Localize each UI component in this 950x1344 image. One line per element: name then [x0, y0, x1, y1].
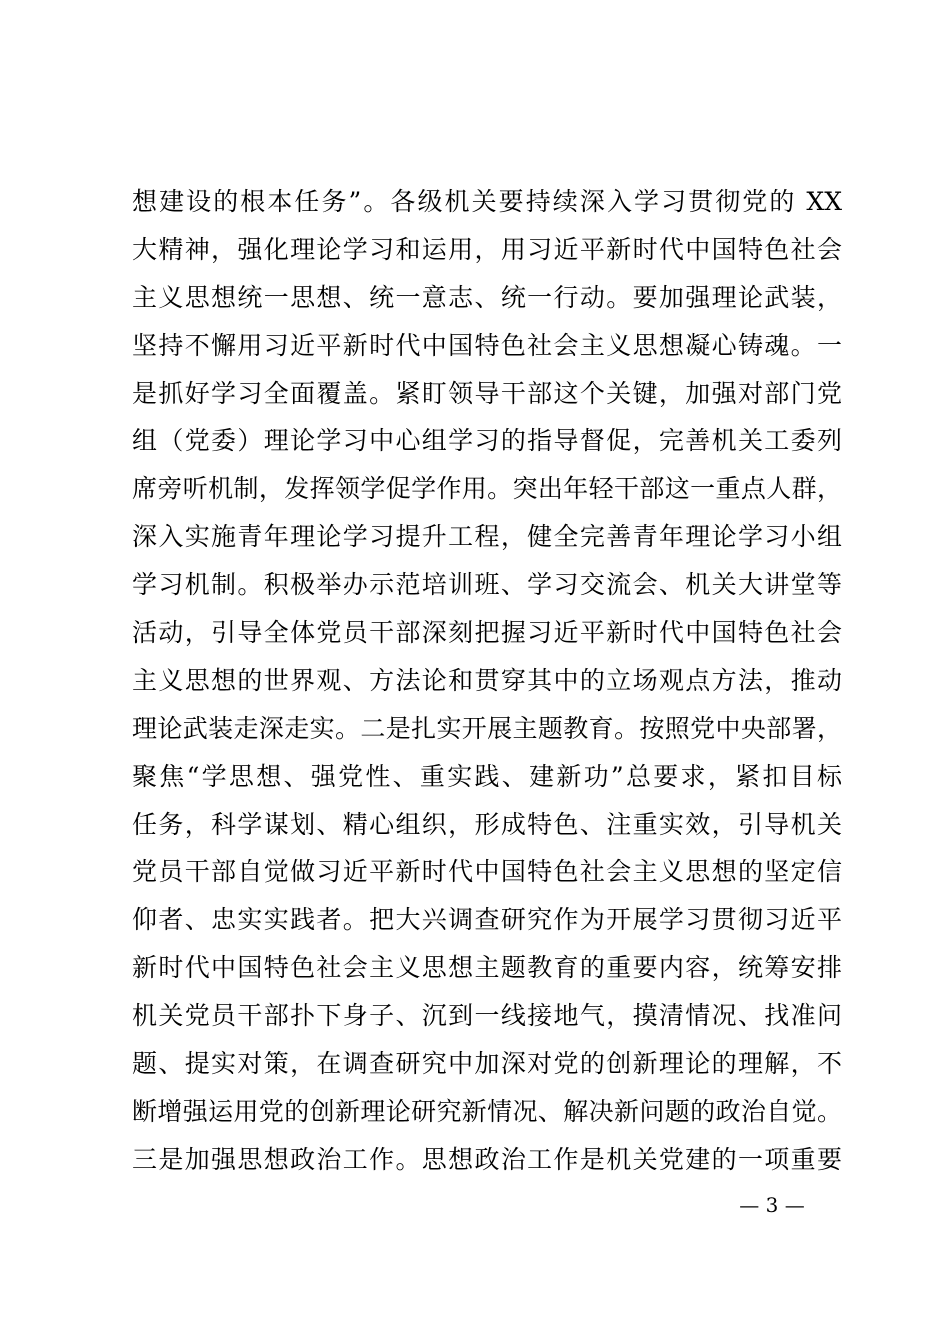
text-line: 是抓好学习全面覆盖。紧盯领导干部这个关键，加强对部门党: [132, 378, 842, 408]
text-line: 组（党委）理论学习中心组学习的指导督促，完善机关工委列: [132, 426, 842, 456]
text-line: 学习机制。积极举办示范培训班、学习交流会、机关大讲堂等: [132, 570, 842, 600]
text-line: 聚焦“学思想、强党性、重实践、建新功”总要求，紧扣目标: [132, 761, 842, 791]
text-line: 仰者、忠实实践者。把大兴调查研究作为开展学习贯彻习近平: [132, 905, 842, 935]
text-line: 大精神，强化理论学习和运用，用习近平新时代中国特色社会: [132, 234, 842, 264]
body-paragraph: [132, 178, 842, 1184]
text-line: 主义思想统一思想、统一意志、统一行动。要加强理论武装，: [132, 282, 842, 312]
text-line: 深入实施青年理论学习提升工程，健全完善青年理论学习小组: [132, 522, 842, 552]
page-number: — 3 —: [739, 1193, 805, 1217]
text-line: 三是加强思想政治工作。思想政治工作是机关党建的一项重要: [132, 1144, 842, 1174]
text-line: 席旁听机制，发挥领学促学作用。突出年轻干部这一重点人群，: [132, 474, 842, 504]
text-line: 机关党员干部扑下身子、沉到一线接地气，摸清情况、找准问: [132, 1001, 842, 1031]
text-line: 题、提实对策，在调查研究中加深对党的创新理论的理解，不: [132, 1049, 842, 1079]
text-line: 理论武装走深走实。二是扎实开展主题教育。按照党中央部署，: [132, 713, 842, 743]
text-line: 想建设的根本任务”。各级机关要持续深入学习贯彻党的 XX: [132, 187, 842, 216]
text-line: 断增强运用党的创新理论研究新情况、解决新问题的政治自觉。: [132, 1096, 842, 1126]
text-line: 任务，科学谋划、精心组织，形成特色、注重实效，引导机关: [132, 809, 842, 839]
text-line: 活动，引导全体党员干部深刻把握习近平新时代中国特色社会: [132, 618, 842, 648]
text-line: 新时代中国特色社会主义思想主题教育的重要内容，统筹安排: [132, 953, 842, 983]
text-line: 主义思想的世界观、方法论和贯穿其中的立场观点方法，推动: [132, 665, 842, 695]
text-line: 党员干部自觉做习近平新时代中国特色社会主义思想的坚定信: [132, 857, 842, 887]
text-line: 坚持不懈用习近平新时代中国特色社会主义思想凝心铸魂。一: [132, 330, 842, 360]
